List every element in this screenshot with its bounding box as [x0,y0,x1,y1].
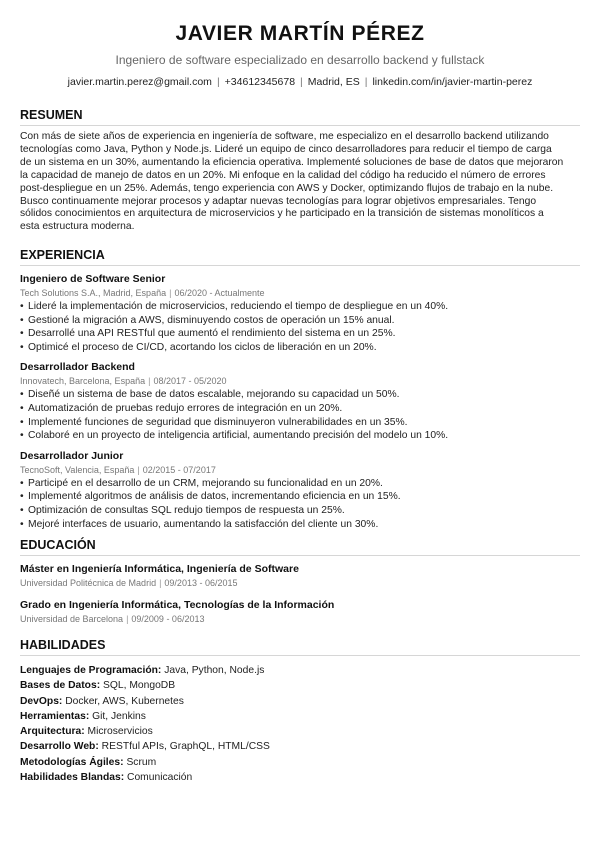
skill-label: Bases de Datos: [20,680,101,692]
contact-separator: | [364,76,368,88]
skill-row [20,709,580,724]
section-title-experience: EXPERIENCIA [20,247,580,266]
education-dates: 09/2013 - 06/2015 [164,578,238,588]
meta-separator: | [126,614,129,624]
education-dates: 09/2009 - 06/2013 [131,614,205,624]
skill-value: Microservicios [87,726,153,738]
location-text: Madrid, ES [307,76,360,88]
skills-section [20,637,580,785]
job-achievements [20,388,580,442]
summary-line: de un sistema en un 30%, aumentando la eficiencia operativa. Implementé soluciones de base de datos que mejoraron [20,156,564,168]
summary-line: Busco continuamente mejorar procesos y adaptar nuevas tecnologías para lograr objetivos empresariales. Tengo [20,195,537,207]
skill-value: Scrum [126,756,157,768]
skill-value: Git, Jenkins [92,710,146,722]
achievement-text: Participé en el desarrollo de un CRM, mejorando su funcionalidad en un 20%. [28,477,383,489]
bullet-icon: • [20,430,24,442]
skills-list [20,663,580,785]
skill-row [20,739,580,754]
contact-separator: | [300,76,303,88]
meta-separator: | [159,578,162,588]
skill-value: Java, Python, Node.js [164,665,265,676]
bullet-icon: • [20,328,24,340]
achievement-item [20,341,580,355]
candidate-headline: Ingeniero de software especializado en desarrollo backend y fullstack [115,53,485,67]
achievement-item [20,518,580,532]
skill-label: Habilidades Blandas: [20,772,125,784]
skill-row [20,724,580,739]
achievement-text: Optimización de consultas SQL redujo tiempos de respuesta un 25%. [28,504,345,516]
achievement-item [20,429,580,443]
skill-row [20,755,580,770]
skill-label: Arquitectura: [20,726,85,738]
skill-label: Desarrollo Web: [20,741,99,753]
job-company: TecnoSoft, Valencia, España [20,464,135,475]
job-dates: 08/2017 - 05/2020 [153,376,227,387]
meta-separator: | [137,464,140,475]
bullet-icon: • [20,341,24,353]
summary-line: tecnologías como Java, Python y Node.js. Lideré un equipo de cinco desarrolladores para reducir el tiempo de carga [20,143,552,155]
bullet-icon: • [20,389,24,401]
contact-separator: | [216,76,220,88]
bullet-icon: • [20,402,24,414]
job-dates: 02/2015 - 07/2017 [142,464,216,475]
skill-value: Comunicación [127,772,193,784]
bullet-icon: • [20,477,24,489]
candidate-name: JAVIER MARTÍN PÉREZ [175,22,425,45]
skill-row [20,678,580,693]
skill-value: SQL, MongoDB [103,680,176,692]
bullet-icon: • [20,504,24,516]
email-link[interactable]: javier.martin.perez@gmail.com [67,76,212,88]
achievement-item [20,314,580,328]
phone-text[interactable]: +34612345678 [224,76,296,88]
meta-separator: | [169,288,172,298]
job-title: Ingeniero de Software Senior [20,273,166,285]
education-meta [20,577,580,589]
job-meta [20,287,580,299]
skill-label: DevOps: [20,695,63,707]
achievement-text: Desarrollé una API RESTful que aumentó el rendimiento del sistema en un 25%. [28,328,396,340]
achievement-text: Colaboré en un proyecto de inteligencia artificial, aumentando precisión del modelo un 10%. [28,430,449,442]
skill-label: Lenguajes de Programación: [20,665,162,676]
skill-row [20,694,580,709]
achievement-text: Implementé funciones de seguridad que disminuyeron vulnerabilidades en un 35%. [28,416,408,428]
skill-label: Herramientas: [20,710,90,722]
contact-line [20,75,580,89]
achievement-text: Mejoré interfaces de usuario, aumentando la satisfacción del cliente un 30%. [28,518,379,530]
achievement-text: Implementé algoritmos de análisis de datos, incrementando eficiencia en un 15%. [28,491,401,503]
education-entry [20,599,580,625]
job-company: Innovatech, Barcelona, España [20,376,146,387]
job-meta [20,464,580,476]
achievement-item [20,388,580,402]
achievement-item [20,504,580,518]
summary-line: Con más de siete años de experiencia en ingeniería de software, me especializo en el desarrollo backend utilizando [20,131,549,142]
achievement-item [20,477,580,491]
achievement-text: Diseñé un sistema de base de datos escalable, mejorando su capacidad un 50%. [28,389,400,401]
achievement-item [20,402,580,416]
achievement-item [20,490,580,504]
bullet-icon: • [20,491,24,503]
job-company: Tech Solutions S.A., Madrid, España [20,288,167,298]
education-section [20,537,580,625]
skill-value: Docker, AWS, Kubernetes [65,695,184,707]
summary-line: sólidos conocimientos en arquitectura de microservicios y he participado en la transición de sistemas monolíticos a [20,208,544,220]
job-entry [20,450,580,531]
skill-row [20,663,580,678]
job-dates: 06/2020 - Actualmente [174,288,265,298]
experience-section [20,247,580,531]
bullet-icon: • [20,416,24,428]
job-meta [20,375,580,387]
meta-separator: | [148,376,151,387]
school-name: Universidad de Barcelona [20,614,124,624]
bullet-icon: • [20,301,24,312]
summary-line: esta estructura moderna. [20,221,135,233]
bullet-icon: • [20,314,24,326]
achievement-text: Optimicé el proceso de CI/CD, acortando los ciclos de liberación en un 20%. [28,341,377,353]
section-title-skills: HABILIDADES [20,637,580,656]
skill-label: Metodologías Ágiles: [20,756,124,768]
degree-title: Grado en Ingeniería Informática, Tecnologías de la Información [20,599,335,611]
school-name: Universidad Politécnica de Madrid [20,578,157,588]
job-entry [20,361,580,442]
achievement-item [20,300,580,314]
education-entry [20,563,580,589]
summary-line: post-despliegue en un 25%. Además, tengo experiencia con AWS y Docker, optimizando flujos de trabajo en la nube. [20,182,554,194]
achievement-item [20,416,580,430]
job-entry [20,273,580,354]
section-title-summary: RESUMEN [20,107,580,126]
job-title: Desarrollador Backend [20,361,135,374]
job-title: Desarrollador Junior [20,449,124,462]
section-title-education: EDUCACIÓN [20,537,580,556]
job-achievements [20,477,580,531]
education-meta [20,613,580,625]
bullet-icon: • [20,518,24,530]
skill-value: RESTful APIs, GraphQL, HTML/CSS [101,741,270,753]
achievement-item [20,327,580,341]
summary-line: la capacidad de manejo de datos en un 20%. Mi enfoque en la calidad del código ha reducido el número de errores [20,169,546,181]
job-achievements [20,300,580,354]
achievement-text: Lideré la implementación de microservicios, reduciendo el tiempo de despliegue en un 40%. [28,301,449,312]
summary-text [20,131,580,234]
achievement-text: Automatización de pruebas redujo errores de integración en un 20%. [28,402,343,414]
summary-section [20,107,580,234]
skill-row [20,770,580,785]
achievement-text: Gestioné la migración a AWS, disminuyendo costos de operación un 15% anual. [28,314,395,326]
linkedin-link[interactable]: linkedin.com/in/javier-martin-perez [372,76,533,88]
degree-title: Máster en Ingeniería Informática, Ingeniería de Software [20,563,299,575]
